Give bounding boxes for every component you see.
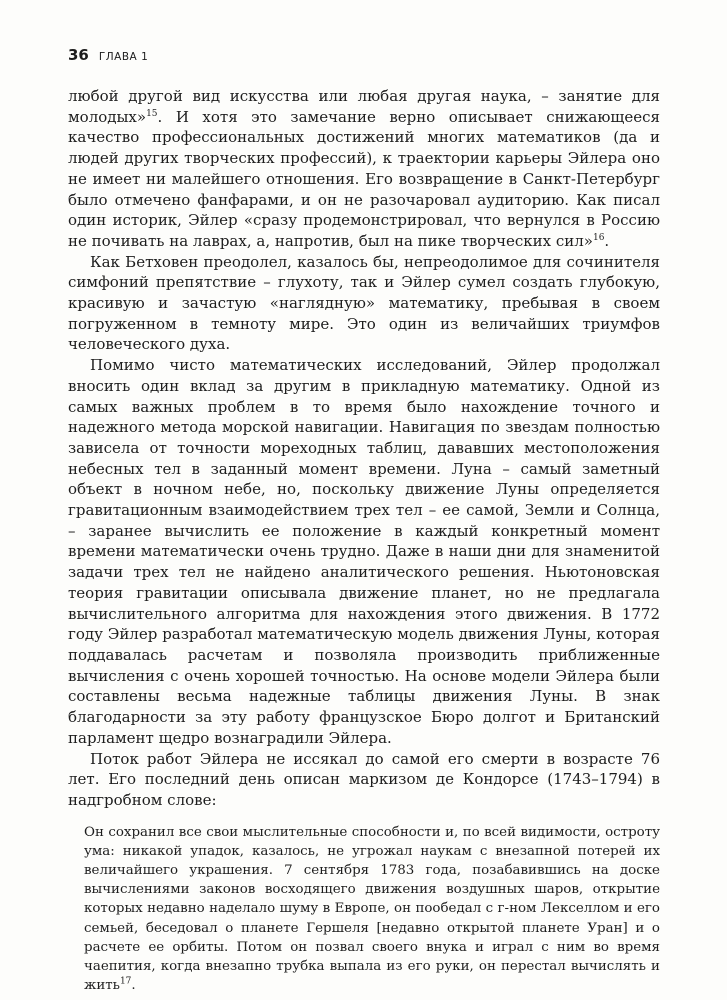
- block-quote: [68, 823, 660, 996]
- paragraph-4: Поток работ Эйлера не иссякал до самой его смерти в возрасте 76 лет. Его последний день описан маркизом де Кондорсе (1743–1794) в надгробном слове:: [68, 749, 660, 809]
- paragraph-1-end: .: [604, 231, 610, 250]
- quote-end: .: [131, 978, 136, 994]
- chapter-title: ГЛАВА 1: [98, 51, 149, 63]
- page-number: 36: [68, 46, 89, 64]
- paragraph-1: [68, 86, 660, 252]
- footnote-ref-15: 15: [146, 108, 158, 119]
- paragraph-1-continuation: . И хотя это замечание верно описывает снижающееся качество профессиональных достижений многих математиков (да и людей других творческих профессий), к траектории карьеры Эйлера оно не имеет ни малейшего отношения. Его возвращение в Санкт-Петербург было отмечено фанфарами, и он не разочаровал аудиторию. Как писал один историк, Эйлер «сразу продемонстрировал, что вернулся в Россию не почивать на лаврах, а, напротив, был на пике творческих сил»: [68, 107, 660, 250]
- paragraph-3: Помимо чисто математических исследований, Эйлер продолжал вносить один вклад за другим в прикладную математику. Одной из самых важных проблем в то время было нахождение точного и надежного метода морской навигации. Навигация по звездам полностью зависела от точности мореходных таблиц, дававших местоположения небесных тел в заданный момент времени. Луна – самый заметный объект в ночном небе, но, поскольку движение Луны определяется гравитационным взаимодействием трех тел – ее самой, Земли и Солнца, – заранее вычислить ее положение в каждый конкретный момент времени математически очень трудно. Даже в наши дни для знаменитой задачи трех тел не найдено аналитического решения. Ньютоновская теория гравитации описывала движение планет, но не предлагала вычислительного алгоритма для нахождения этого движения. В 1772 году Эйлер разработал математическую модель движения Луны, которая поддавалась расчетам и позволяла производить приближенные вычисления с очень хорошей точностью. На основе модели Эйлера были составлены весьма надежные таблицы движения Луны. В знак благодарности за эту работу французское Бюро долгот и Британский парламент щедро вознаградили Эйлера.: [68, 356, 660, 747]
- paragraph-1-text: любой другой вид искусства или любая другая наука, – занятие для молодых»: [68, 87, 660, 126]
- running-head: [68, 46, 660, 86]
- body-text: [68, 86, 660, 811]
- paragraph-2: Как Бетховен преодолел, казалось бы, непреодолимое для сочинителя симфоний препятствие – глухоту, так и Эйлер сумел создать глубокую, красивую и зачастую «наглядную» математику, пребывая в своем погруженном в темноту мире. Это один из величайших триумфов человеческого духа.: [68, 252, 660, 354]
- quote-text: Он сохранил все свои мыслительные способности и, по всей видимости, остроту ума: никакой упадок, казалось, не угрожал наукам с внезапной потерей их величайшего украшения. 7 сентября 1783 года, позабавившись на доске вычислениями законов восходящего движения воздушных шаров, открытие которых недавно наделало шуму в Европе, он пообедал с г-ном Лекселлом и его семьей, беседовал о планете Гершеля [недавно открытой планете Уран] и о расчете ее орбиты. Потом он позвал своего внука и играл с ним во время чаепития, когда внезапно трубка выпала из его руки, он перестал вычислять и жить: [84, 824, 660, 994]
- quote-paragraph: [84, 823, 660, 996]
- footnote-ref-17: 17: [119, 976, 132, 987]
- footnote-ref-16: 16: [592, 232, 605, 243]
- book-page: [68, 46, 660, 995]
